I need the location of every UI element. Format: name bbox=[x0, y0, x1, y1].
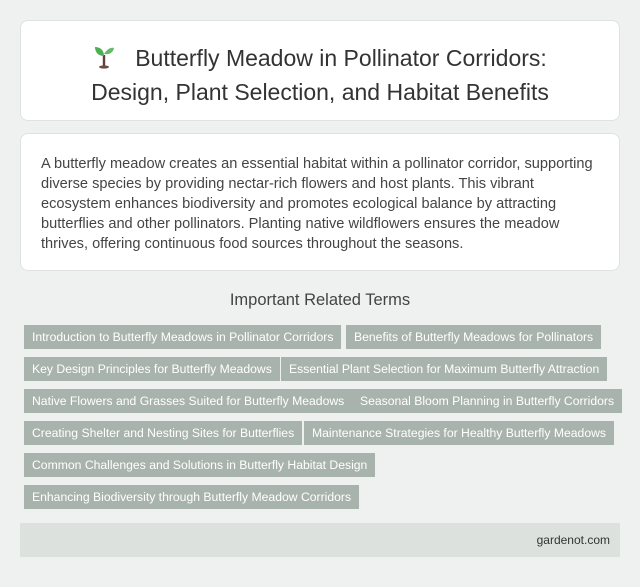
site-link[interactable]: gardenot.com bbox=[536, 533, 610, 547]
related-term-tag[interactable]: Common Challenges and Solutions in Butterfly Habitat Design bbox=[24, 453, 375, 477]
related-terms-heading: Important Related Terms bbox=[229, 291, 411, 309]
sprout-icon bbox=[93, 43, 115, 77]
related-term-tag[interactable]: Native Flowers and Grasses Suited for Butterfly Meadows bbox=[24, 389, 352, 413]
related-term-tag[interactable]: Seasonal Bloom Planning in Butterfly Corridors bbox=[352, 389, 622, 413]
intro-paragraph: A butterfly meadow creates an essential habitat within a pollinator corridor, supporting diverse species by providing nectar-rich flowers and host plants. This vibrant ecosystem enhances biodiversity and promotes ecological balance by attracting butterflies and other pollinators. Planting native wildflowers ensures the meadow thrives, offering continuous food sources throughout the seasons. bbox=[41, 156, 593, 252]
related-term-tag[interactable]: Key Design Principles for Butterfly Meadows bbox=[24, 357, 280, 381]
title-line-1: Butterfly Meadow in Pollinator Corridors: bbox=[135, 45, 547, 71]
related-term-tag[interactable]: Benefits of Butterfly Meadows for Pollinators bbox=[346, 325, 601, 349]
footer-bar bbox=[20, 523, 620, 557]
related-term-tag[interactable]: Enhancing Biodiversity through Butterfly Meadow Corridors bbox=[24, 485, 359, 509]
title-line-2: Design, Plant Selection, and Habitat Benefits bbox=[91, 79, 549, 105]
intro-card bbox=[20, 133, 620, 271]
related-term-tag[interactable]: Creating Shelter and Nesting Sites for Butterflies bbox=[24, 421, 302, 445]
related-term-tag[interactable]: Essential Plant Selection for Maximum Butterfly Attraction bbox=[281, 357, 607, 381]
page-title bbox=[21, 43, 619, 108]
related-term-tag[interactable]: Maintenance Strategies for Healthy Butterfly Meadows bbox=[304, 421, 614, 445]
related-term-tag[interactable]: Introduction to Butterfly Meadows in Pollinator Corridors bbox=[24, 325, 341, 349]
title-card bbox=[20, 20, 620, 121]
